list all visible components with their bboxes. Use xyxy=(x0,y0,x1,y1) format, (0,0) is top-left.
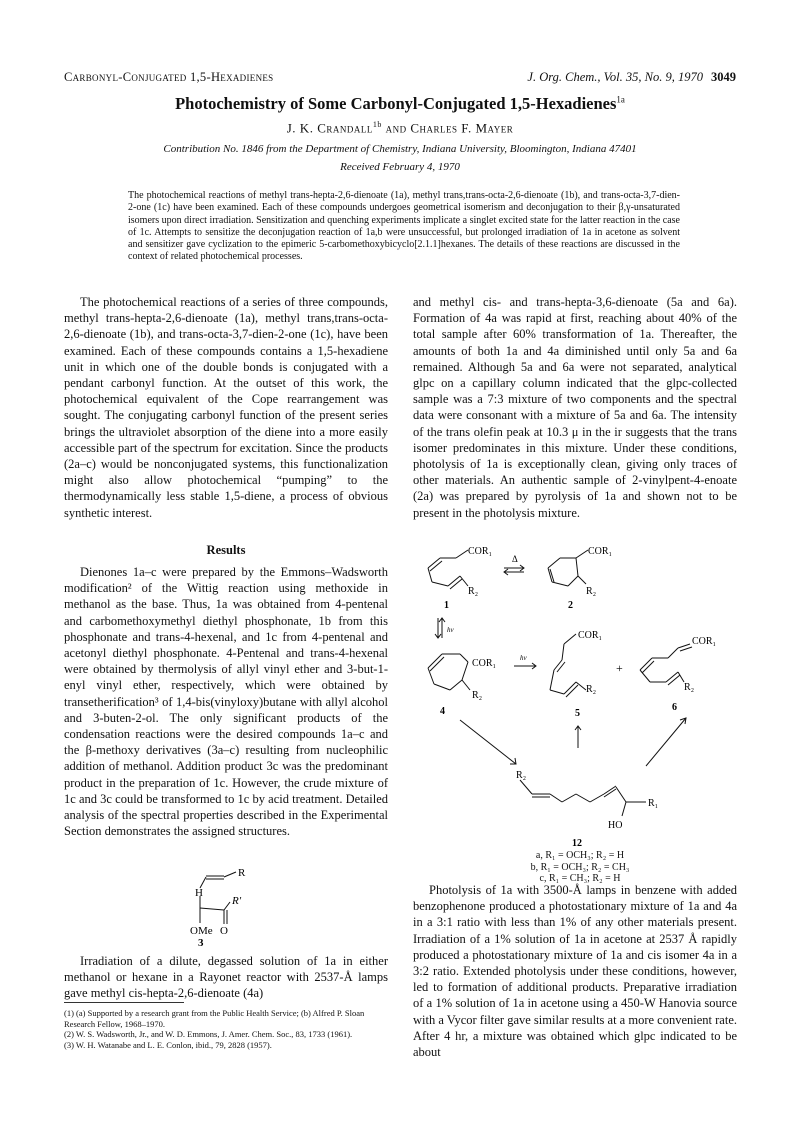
footnotes xyxy=(64,1008,388,1050)
received-date: Received February 4, 1970 xyxy=(340,161,460,173)
compound-12-ho: HO xyxy=(608,820,623,831)
structure-3 xyxy=(180,868,290,948)
affiliation: Contribution No. 1846 from the Department of Chemistry, Indiana University, Bloomington, Indiana 47401 xyxy=(163,143,637,155)
compound-5-r2: R₂ xyxy=(586,684,597,695)
compound-1 xyxy=(428,546,492,611)
compound-12-r1: R₁ xyxy=(648,798,659,809)
footnote-3: (3) W. H. Watanabe and L. E. Conlon, ibid., 79, 2828 (1957). xyxy=(64,1039,272,1050)
title-footnote-mark: 1a xyxy=(616,94,625,105)
compound-2 xyxy=(548,546,612,611)
compound-6-number: 6 xyxy=(672,702,677,713)
journal-name: J. Org. Chem., Vol. 35, No. 9, 1970 xyxy=(527,70,703,84)
author-1-footnote-mark: 1b xyxy=(372,120,382,129)
results-text: Dienones 1a–c were prepared by the Emmons–Wadsworth modification² of the Wittig reaction using methoxide in methanol as the base. Thus, 1a was obtained from 4-pentenal and carbomethoxymethyl diethyl phosphonate, 1b from this phosphonate and trans-4-hexenal, and 1c from 4-pentenal and acetonyl diethyl phosphonate. 4-Pentenal and trans-4-hexenal were obtained by thermolysis of allyl vinyl ether and 3-but-1-enyl vinyl ether, respectively, which were obtained by transetherification³ of 1,4-bis(vinyloxy)butane with allyl alcohol and 3-buten-2-ol. The only significant products of the condensation reactions were the desired compounds 1a–c and the β-methoxy derivatives (3a–c) resulting from nucleophilic addition of methanol. Addition product 3c was the predominant product in the preparation of 1c. However, the crude mixture of 1c and 3c could be transformed to 1c by acid treatment. Detailed analysis of the spectral properties described in the Experimental Section demonstrates the assigned structures. xyxy=(64,565,388,839)
struct3-r-label: R xyxy=(238,868,246,879)
compound-12-number: 12 xyxy=(572,838,582,849)
author-list xyxy=(0,120,800,136)
scheme-key xyxy=(500,850,660,885)
results-heading: Results xyxy=(206,543,246,557)
struct3-bond xyxy=(200,908,224,910)
compound-12 xyxy=(516,770,658,849)
compound-1-number: 1 xyxy=(444,600,449,611)
compound-6-r2: R₂ xyxy=(684,682,695,693)
abstract: The photochemical reactions of methyl trans-hepta-2,6-dienoate (1a), methyl trans,trans-octa-2,6-dienoate (1b), and trans-octa-3,7-dien-2-one (1c) have been examined. Each of these compounds undergoes geometrical isomerism and deconjugation to their β,γ-unsaturated isomers upon direct irradiation. Sensitization and quenching experiments implicate a singlet excited state for the latter reaction in the case of 1c. Attempts to sensitize the deconjugation reaction of 1a,b were unsuccessful, but prolonged irradiation of 1a in acetone as solvent and sensitizer gave cyclization to the epimeric 5-carbomethoxybicyclo[2.1.1]hexanes. The details of these reactions are discussed in the context of related photochemical processes. xyxy=(128,190,680,263)
compound-4-r2: R₂ xyxy=(472,690,483,701)
compound-4 xyxy=(428,654,496,717)
scheme-key-a: a, R₁ = OCH₃; R₂ = H xyxy=(535,850,625,861)
arrow-4-to-12 xyxy=(460,720,516,764)
irradiation-paragraph xyxy=(64,953,388,1002)
page-number: 3049 xyxy=(711,70,736,84)
scheme-key-b: b, R₁ = OCH₃; R₂ = CH₃ xyxy=(530,861,630,873)
compound-2-r2: R₂ xyxy=(586,586,597,597)
intro-text: The photochemical reactions of a series of three compounds, methyl trans-hepta-2,6-dienoate (1a), methyl trans,trans-octa-2,6-dienoate (1b), and trans-octa-3,7-dien-2-one (1c), have been examined. Each of these compounds contains a 1,5-hexadiene unit in which one of the double bonds is conjugated with a pendant carbonyl function. At the outset of this work, the photochemical equivalent of the Cope rearrangement was sought. The conjugating carbonyl function of the present series brings the ultraviolet absorption of the diene into a more easily accessible part of the spectrum for excitation. Since the products (2a–c) would be nonconjugated systems, this functionalization might also allow photochemical “pumping” to the thermodynamically less stable 1,5-diene, a process of obvious synthetic interest. xyxy=(64,295,388,520)
struct3-h-label: H xyxy=(195,887,203,899)
struct3-number: 3 xyxy=(198,937,204,948)
plus-sign: + xyxy=(616,661,623,675)
compound-4-cor1: COR₁ xyxy=(472,658,497,669)
arrow-12-to-6 xyxy=(646,718,686,766)
author-join: and xyxy=(385,120,407,136)
compound-5 xyxy=(550,630,602,719)
right-text-2: Photolysis of 1a with 3500-Å lamps in benzene with added benzophenone produced a photostationary mixture of 1a and 4a in a 3:1 ratio with less than 1% of any other materials present. Irradiation of a 1% solution of 1a in acetone at 2537 Å rapidly produced a photostationary mixture of 1a and cis isomer 4a in a 3:2 ratio. Extended photolysis under these conditions, however, led to formation of additional products. Preparative irradiation of a 1% solution of 1a in acetone using a 450-W Hanovia source with a Vycor filter gave similar results at a more convenient rate. After 4 hr, a mixture was obtained which glpc indicated to be about xyxy=(413,883,737,1060)
struct3-o-label: O xyxy=(220,925,228,937)
compound-5-number: 5 xyxy=(575,708,580,719)
footnote-rule xyxy=(64,1002,184,1003)
right-paragraph-1 xyxy=(413,294,737,521)
author-2: Charles F. Mayer xyxy=(410,120,514,136)
hv-label-vertical: hν xyxy=(447,626,454,634)
right-text-1: and methyl cis- and trans-hepta-3,6-dienoate (5a and 6a). Formation of 4a was rapid at first, reaching about 40% of the total sample after 60% transformation of 1a. Thereafter, the amounts of both 1a and 4a diminished until only 5a and 6a remained. Although 5a and 6a were not separated, analytical glpc on a capillary column indicated that the glpc-collected sample was a 7:3 mixture of two components and the spectral data were consonant with a mixture of 5a and 6a. The intensity of the trans olefin peak at 10.3 μ in the ir suggests that the trans isomer predominates in this mixture. Under these conditions, photolysis of 1a is exceptionally clean, giving only traces of other materials. An authentic sample of 2-vinylpent-4-enoate (2a) was prepared by pyrolysis of 1a and shown not to be present in the photolysis mixture. xyxy=(413,295,737,520)
struct3-bond xyxy=(224,902,230,910)
compound-1-cor1: COR₁ xyxy=(468,546,493,557)
reaction-scheme xyxy=(420,540,740,855)
compound-5-cor1: COR₁ xyxy=(578,630,603,641)
delta-label: Δ xyxy=(512,554,518,564)
struct3-bond xyxy=(224,872,236,877)
author-1: J. K. Crandall xyxy=(286,120,373,136)
struct3-rprime-label: R′ xyxy=(232,895,242,907)
compound-2-number: 2 xyxy=(568,600,573,611)
footnote-1: (1) (a) Supported by a research grant from the Public Health Service; (b) Alfred P. Sloan Research Fellow, 1968–1970. xyxy=(64,1008,365,1029)
irradiation-text: Irradiation of a dilute, degassed solution of 1a in either methanol or hexane in a Rayonet reactor with 2537-Å lamps gave methyl cis-hepta-2,6-dienoate (4a) xyxy=(64,954,388,1001)
hv-label-horizontal: hν xyxy=(520,654,527,662)
compound-6-cor1: COR₁ xyxy=(692,636,717,647)
scheme-key-c: c, R₁ = CH₃; R₂ = H xyxy=(539,873,621,884)
intro-paragraph xyxy=(64,294,388,521)
journal-citation xyxy=(527,70,736,85)
running-title: Carbonyl-Conjugated 1,5-Hexadienes xyxy=(64,70,274,84)
results-paragraph xyxy=(64,564,388,839)
article-title xyxy=(0,94,800,114)
compound-4-number: 4 xyxy=(440,706,445,717)
compound-12-r2: R₂ xyxy=(516,770,527,781)
title-text: Photochemistry of Some Carbonyl-Conjugated 1,5-Hexadienes xyxy=(175,94,617,113)
right-paragraph-2 xyxy=(413,882,737,1060)
footnote-2: (2) W. S. Wadsworth, Jr., and W. D. Emmons, J. Amer. Chem. Soc., 83, 1733 (1961). xyxy=(64,1029,353,1039)
struct3-ome-label: OMe xyxy=(190,925,213,937)
compound-2-cor1: COR₁ xyxy=(588,546,613,557)
compound-6 xyxy=(640,636,716,713)
compound-1-r2: R₂ xyxy=(468,586,479,597)
